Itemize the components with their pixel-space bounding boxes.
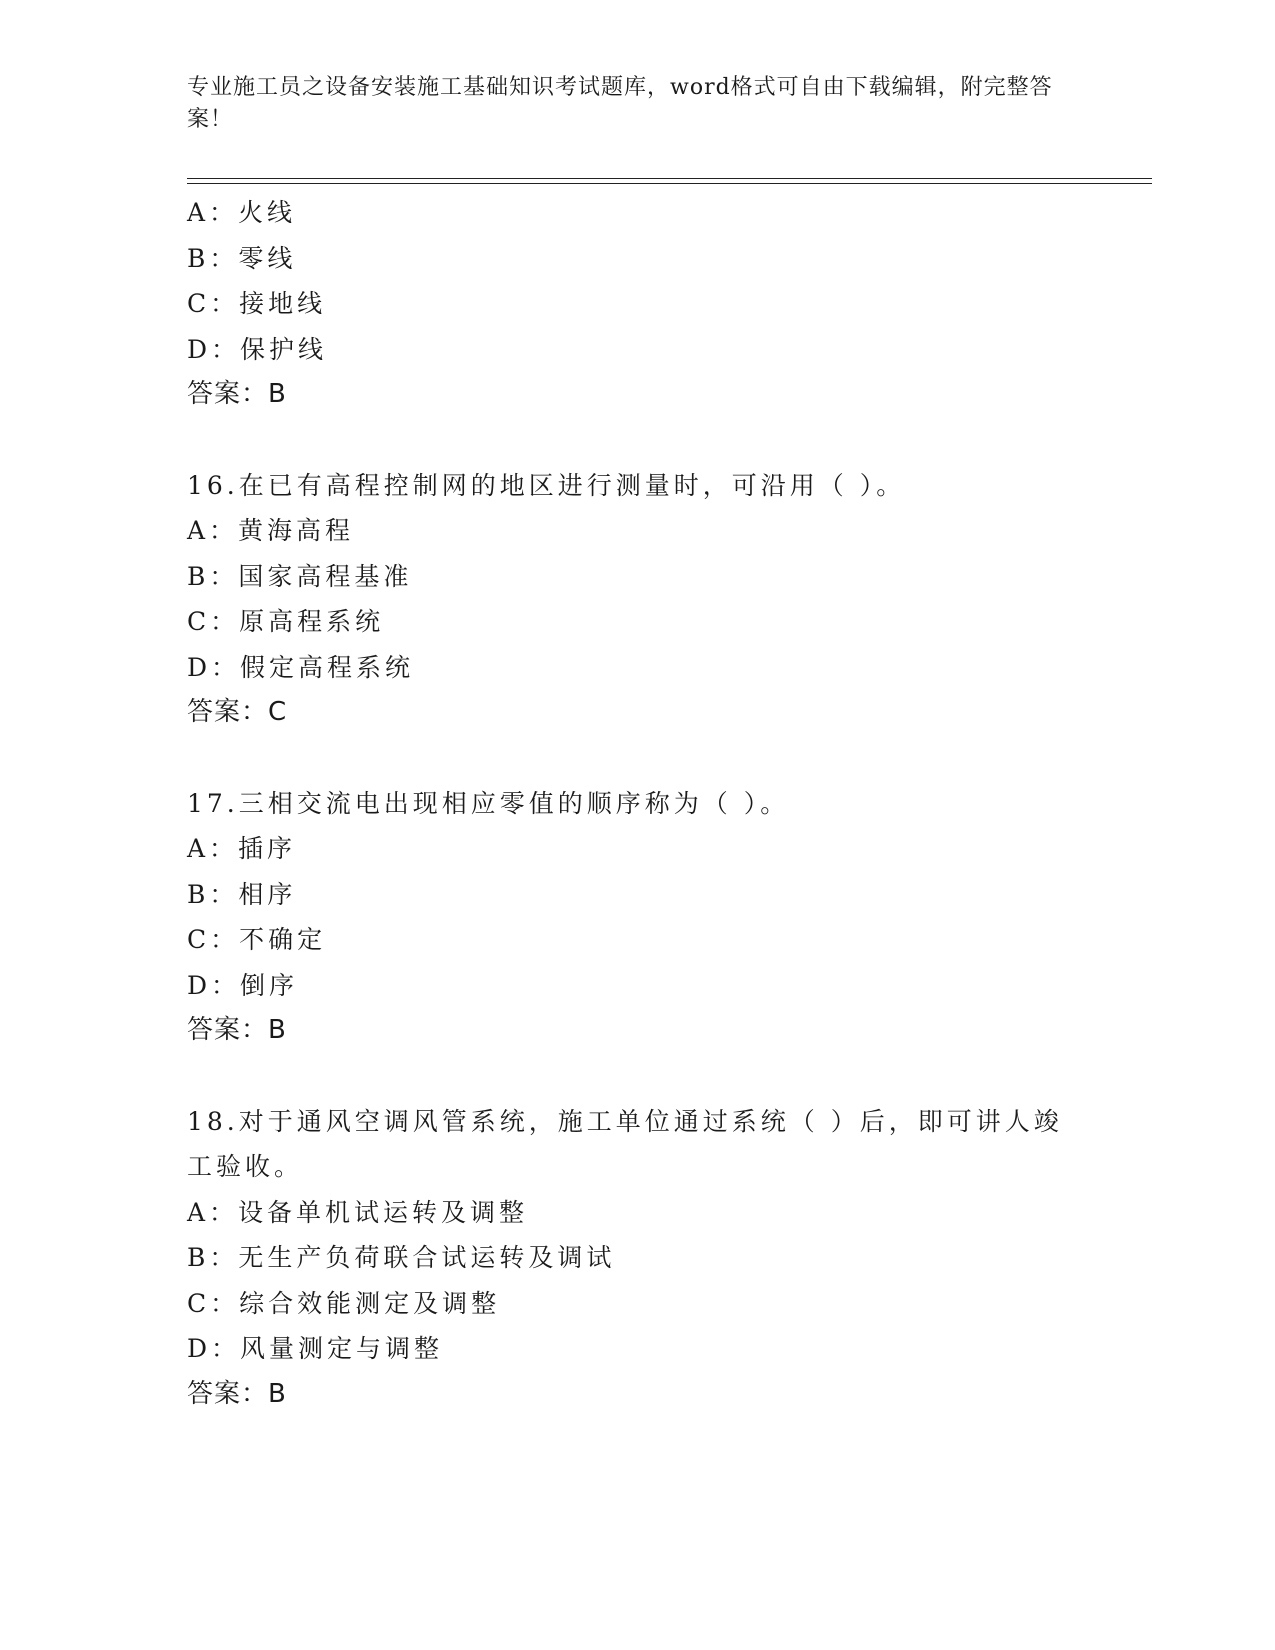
option-c: C：原高程系统 [187, 607, 385, 636]
block-spacer [187, 418, 1087, 463]
answer-line: 答案：C [187, 697, 288, 727]
option-a: A：设备单机试运转及调整 [187, 1197, 529, 1227]
block-spacer [187, 736, 1087, 781]
answer-line: 答案：B [187, 1015, 287, 1045]
option-a: A：火线 [187, 198, 297, 227]
option-b: B：零线 [187, 243, 297, 273]
option-b: B：相序 [187, 879, 297, 909]
option-d: D：保护线 [187, 334, 328, 364]
option-b: B：国家高程基准 [187, 561, 413, 591]
question-stem: 16.在已有高程控制网的地区进行测量时，可沿用（ ）。 [187, 470, 906, 500]
question-stem: 17.三相交流电出现相应零值的顺序称为（ ）。 [187, 788, 790, 818]
option-d: D：假定高程系统 [187, 652, 415, 682]
option-d: D：风量测定与调整 [187, 1334, 444, 1363]
answer-line: 答案：B [187, 379, 287, 409]
option-a: A：黄海高程 [187, 516, 355, 545]
header-divider-bottom [187, 183, 1152, 184]
option-c: C：接地线 [187, 289, 327, 318]
option-d: D：倒序 [187, 970, 299, 1000]
question-block-16 [187, 463, 1087, 736]
option-c: C：综合效能测定及调整 [187, 1288, 501, 1318]
question-block-15 [187, 190, 1087, 418]
document-header: 专业施工员之设备安装施工基础知识考试题库，word格式可自由下载编辑，附完整答案！ [187, 75, 1053, 132]
option-a: A：插序 [187, 834, 297, 863]
answer-line: 答案：B [187, 1378, 287, 1409]
question-block-17 [187, 781, 1087, 1054]
option-b: B：无生产负荷联合试运转及调试 [187, 1243, 616, 1272]
question-stem: 18.对于通风空调风管系统，施工单位通过系统（ ）后，即可讲人竣工验收。 [187, 1106, 1063, 1181]
question-block-18 [187, 1099, 1087, 1418]
block-spacer [187, 1054, 1087, 1099]
question-list [187, 190, 1087, 1417]
header-divider-top [187, 178, 1152, 179]
option-c: C：不确定 [187, 925, 327, 954]
